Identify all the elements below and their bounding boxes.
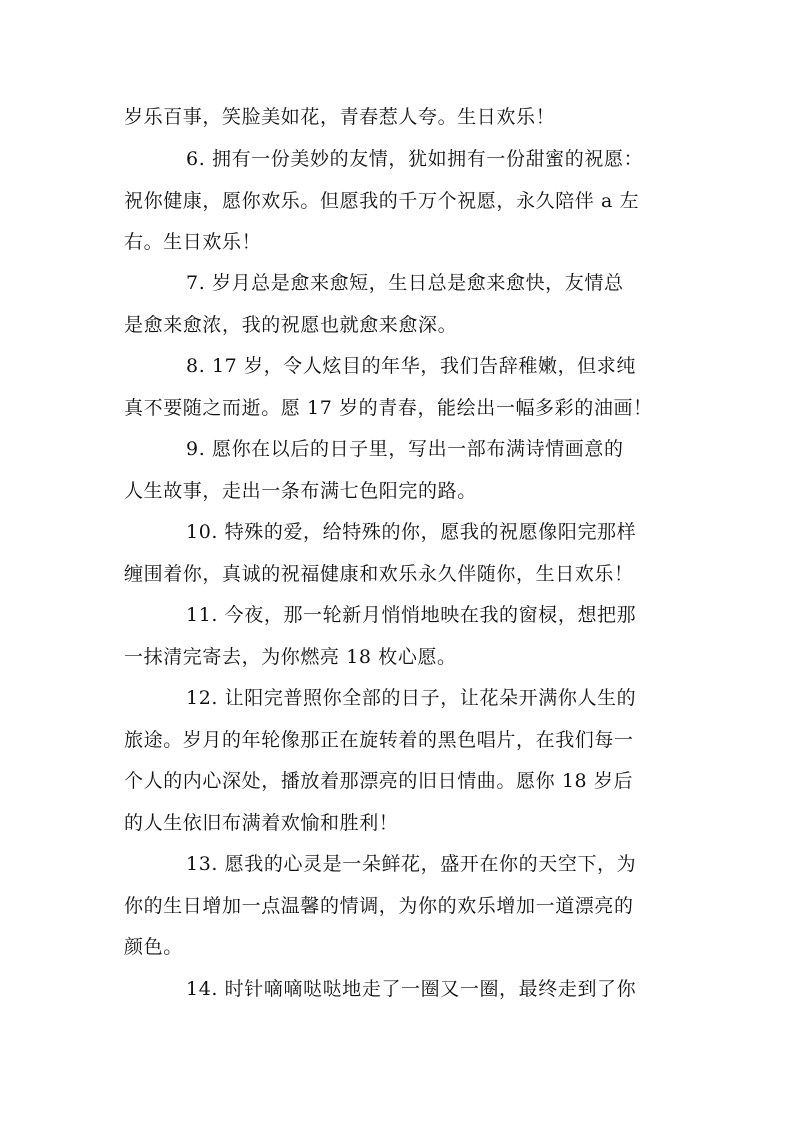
text-line: 右。生日欢乐！ [124,231,262,253]
item-7-line: 7. 岁月总是愈来愈短，生日总是愈来愈快，友情总 [186,272,624,294]
text-line: 岁乐百事，笑脸美如花，青春惹人夸。生日欢乐！ [124,106,556,128]
text-line: 一抹清完寄去，为你燃亮 18 枚心愿。 [124,646,457,668]
item-8-line: 8. 17 岁，令人炫目的年华，我们告辞稚嫩，但求纯 [186,355,636,377]
item-10-line: 10. 特殊的爱，给特殊的你，愿我的祝愿像阳完那样 [186,521,637,543]
text-line: 个人的内心深处，播放着那漂亮的旧日情曲。愿你 18 岁后 [124,770,634,792]
item-12-line: 12. 让阳完普照你全部的日子，让花朵开满你人生的 [186,687,637,709]
item-9-line: 9. 愿你在以后的日子里，写出一部布满诗情画意的 [186,438,624,460]
text-line: 的人生依旧布满着欢愉和胜利！ [124,812,399,834]
text-line: 真不要随之而逝。愿 17 岁的青春，能绘出一幅多彩的油画！ [124,397,653,419]
item-11-line: 11. 今夜，那一轮新月悄悄地映在我的窗棂，想把那 [186,604,637,626]
text-line: 你的生日增加一点温馨的情调，为你的欢乐增加一道漂亮的 [124,895,634,917]
item-13-line: 13. 愿我的心灵是一朵鲜花，盛开在你的天空下，为 [186,853,637,875]
item-14-line: 14. 时针嘀嘀哒哒地走了一圈又一圈，最终走到了你 [186,978,637,1000]
text-line: 旅途。岁月的年轮像那正在旋转着的黑色唱片，在我们每一 [124,729,634,751]
text-line: 人生故事，走出一条布满七色阳完的路。 [124,480,477,502]
text-line: 是愈来愈浓，我的祝愿也就愈来愈深。 [124,314,458,336]
text-line: 颜色。 [124,936,183,958]
item-6-line: 6. 拥有一份美妙的友情，犹如拥有一份甜蜜的祝愿： [186,148,644,170]
text-line: 缠围着你，真诚的祝福健康和欢乐永久伴随你，生日欢乐！ [124,563,634,585]
text-line: 祝你健康，愿你欢乐。但愿我的千万个祝愿，永久陪伴 a 左 [124,190,640,212]
